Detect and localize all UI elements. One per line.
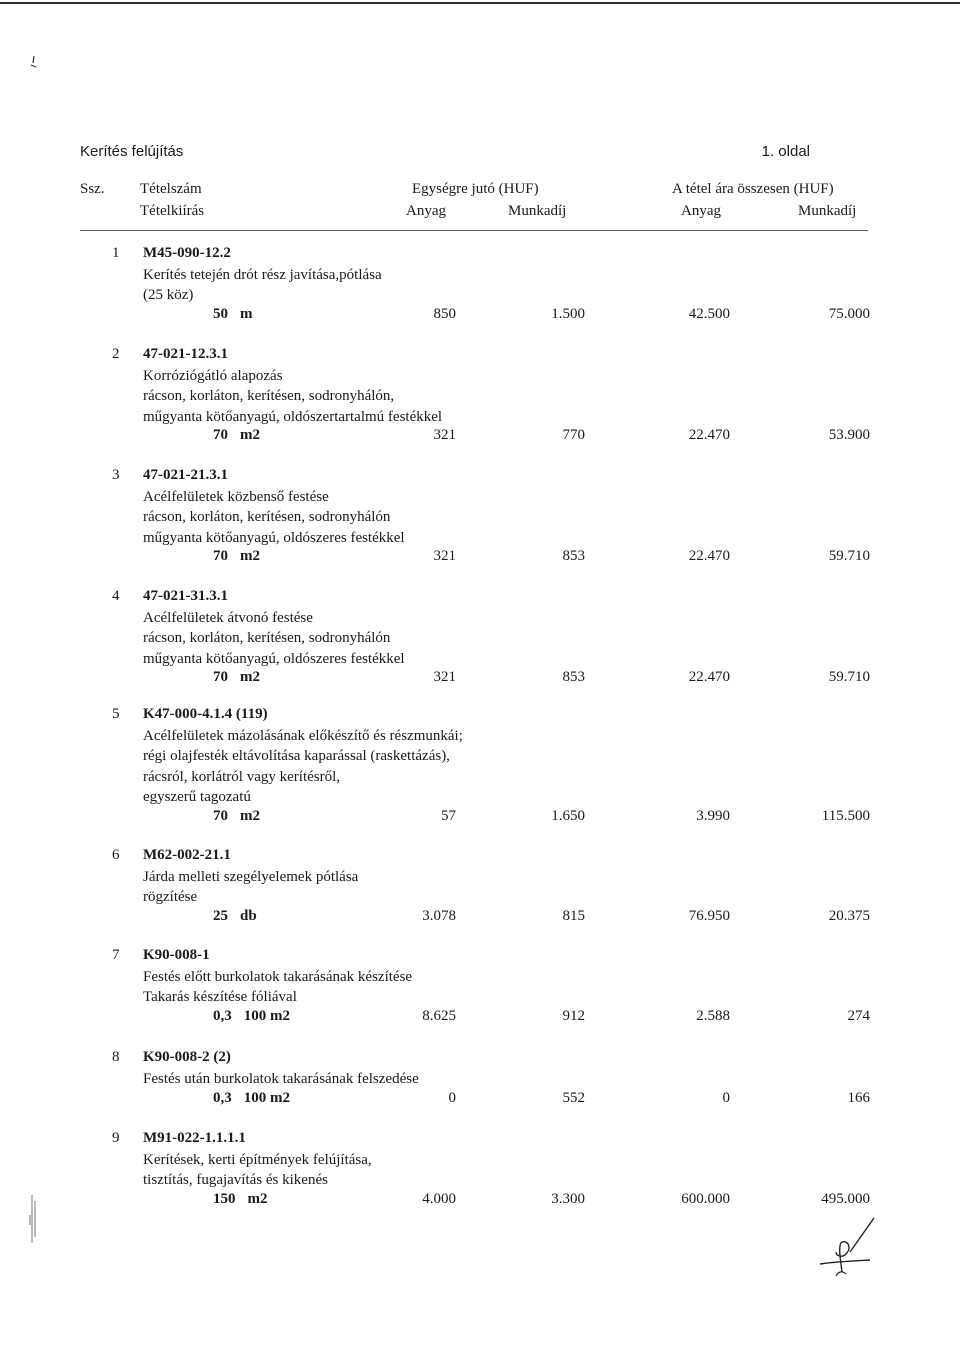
total-price-munkadij: 59.710 (828, 669, 870, 685)
unit-price-munkadij: 552 (562, 1090, 585, 1106)
header-unit-anyag: Anyag (406, 203, 446, 219)
page-number: 1. oldal (761, 143, 810, 160)
item-number: 9 (112, 1130, 120, 1146)
description-line: rácsról, korlátról vagy kerítésről, (143, 768, 341, 785)
description-line: (25 köz) (143, 287, 194, 304)
total-price-munkadij: 115.500 (821, 808, 870, 824)
total-price-anyag: 76.950 (688, 908, 730, 924)
description-line: rögzítése (143, 889, 198, 906)
item-description (143, 1069, 419, 1089)
item-quantity (213, 1090, 290, 1107)
quantity-unit: 100 m2 (243, 1090, 290, 1106)
description-line: Takarás készítése fóliával (143, 989, 297, 1006)
description-line: műgyanta kötőanyagú, oldószeres festékkel (143, 529, 405, 546)
item-number: 4 (112, 588, 120, 604)
quantity-unit: m2 (240, 427, 260, 443)
description-line: tisztítás, fugajavítás és kikenés (143, 1172, 328, 1189)
item-code: K47-000-4.1.4 (119) (143, 706, 268, 722)
scan-mark-left-edge (28, 1195, 38, 1245)
description-line: rácson, korláton, kerítésen, sodronyhálón, (143, 388, 395, 405)
total-price-anyag: 2.588 (696, 1008, 730, 1024)
item-description (143, 265, 382, 306)
total-price-anyag: 0 (722, 1090, 730, 1106)
quantity-unit: m2 (240, 669, 260, 685)
item-quantity (213, 908, 257, 925)
item-number: 2 (112, 346, 120, 362)
item-code: M91-022-1.1.1.1 (143, 1130, 246, 1146)
header-unit-price-group: Egységre jutó (HUF) (412, 181, 539, 197)
total-price-anyag: 600.000 (681, 1191, 730, 1207)
item-description (143, 1150, 372, 1191)
scan-mark-top-left (30, 55, 38, 69)
total-price-munkadij: 75.000 (828, 306, 870, 322)
total-price-munkadij: 274 (847, 1008, 870, 1024)
total-price-anyag: 22.470 (688, 669, 730, 685)
item-quantity (213, 808, 260, 825)
item-description (143, 366, 442, 427)
item-quantity (213, 548, 260, 565)
item-description (143, 608, 405, 669)
unit-price-anyag: 321 (433, 669, 456, 685)
unit-price-munkadij: 815 (562, 908, 585, 924)
unit-price-anyag: 3.078 (422, 908, 456, 924)
unit-price-anyag: 0 (448, 1090, 456, 1106)
unit-price-anyag: 4.000 (422, 1191, 456, 1207)
unit-price-munkadij: 912 (562, 1008, 585, 1024)
total-price-munkadij: 53.900 (828, 427, 870, 443)
item-code: K90-008-2 (2) (143, 1049, 231, 1065)
total-price-anyag: 3.990 (696, 808, 730, 824)
unit-price-munkadij: 1.650 (551, 808, 585, 824)
quantity-value: 0,3 (213, 1090, 232, 1106)
item-description (143, 867, 358, 908)
document-title: Kerítés felújítás (80, 143, 184, 160)
header-total-anyag: Anyag (681, 203, 721, 219)
quantity-value: 70 (213, 669, 228, 685)
quantity-value: 70 (213, 427, 228, 443)
item-number: 7 (112, 947, 120, 963)
description-line: Festés előtt burkolatok takarásának készítése (143, 969, 413, 985)
quantity-unit: m2 (240, 548, 260, 564)
description-line: Kerítések, kerti építmények felújítása, (143, 1152, 372, 1168)
unit-price-anyag: 321 (433, 427, 456, 443)
description-line: rácson, korláton, kerítésen, sodronyhálón (143, 630, 391, 647)
description-line: műgyanta kötőanyagú, oldószertartalmú festékkel (143, 408, 443, 425)
description-line: Acélfelületek átvonó festése (143, 610, 313, 626)
item-description (143, 967, 412, 1008)
quantity-unit: m2 (247, 1191, 268, 1207)
item-quantity (213, 306, 253, 323)
quantity-unit: m (240, 306, 253, 322)
header-total-price-group: A tétel ára összesen (HUF) (672, 181, 834, 197)
item-quantity (213, 427, 260, 444)
item-code: 47-021-21.3.1 (143, 467, 228, 483)
total-price-munkadij: 166 (847, 1090, 870, 1106)
unit-price-munkadij: 1.500 (551, 306, 585, 322)
item-code: M62-002-21.1 (143, 847, 231, 863)
item-code: 47-021-31.3.1 (143, 588, 228, 604)
item-code: M45-090-12.2 (143, 245, 231, 261)
quantity-unit: 100 m2 (243, 1008, 290, 1024)
description-line: Korróziógátló alapozás (143, 368, 283, 384)
description-line: Festés után burkolatok takarásának felszedése (143, 1071, 419, 1087)
unit-price-munkadij: 853 (562, 669, 585, 685)
item-description (143, 487, 405, 548)
unit-price-munkadij: 853 (562, 548, 585, 564)
quantity-value: 25 (213, 908, 228, 924)
item-number: 3 (112, 467, 120, 483)
description-line: műgyanta kötőanyagú, oldószeres festékkel (143, 650, 405, 667)
unit-price-anyag: 321 (433, 548, 456, 564)
description-line: Acélfelületek közbenső festése (143, 489, 329, 505)
description-line: Járda melleti szegélyelemek pótlása (143, 869, 359, 885)
total-price-anyag: 22.470 (688, 548, 730, 564)
scan-top-edge (0, 2, 960, 4)
item-code: 47-021-12.3.1 (143, 346, 228, 362)
item-number: 6 (112, 847, 120, 863)
description-line: rácson, korláton, kerítésen, sodronyhálón (143, 509, 391, 526)
header-unit-munkadij: Munkadíj (508, 203, 567, 219)
total-price-munkadij: 59.710 (828, 548, 870, 564)
header-tetelkiiras: Tételkiírás (140, 203, 205, 219)
unit-price-munkadij: 3.300 (551, 1191, 585, 1207)
quantity-value: 50 (213, 306, 228, 322)
quantity-value: 70 (213, 548, 228, 564)
unit-price-anyag: 8.625 (422, 1008, 456, 1024)
item-quantity (213, 669, 260, 686)
signature-initials (812, 1212, 882, 1282)
item-number: 5 (112, 706, 120, 722)
total-price-munkadij: 20.375 (828, 908, 870, 924)
description-line: Kerítés tetején drót rész javítása,pótlása (143, 267, 382, 283)
description-line: régi olajfesték eltávolítása kaparással (raskettázás), (143, 748, 450, 765)
item-number: 8 (112, 1049, 120, 1065)
description-line: egyszerű tagozatú (143, 788, 251, 805)
header-tetelszam: Tételszám (140, 181, 202, 197)
item-quantity (213, 1191, 268, 1208)
header-total-munkadij: Munkadíj (798, 203, 857, 219)
description-line: Acélfelületek mázolásának előkészítő és részmunkái; (143, 728, 463, 744)
total-price-munkadij: 495.000 (821, 1191, 870, 1207)
unit-price-anyag: 57 (441, 808, 456, 824)
quantity-value: 70 (213, 808, 228, 824)
quantity-value: 150 (213, 1191, 236, 1207)
header-ssz: Ssz. (80, 181, 105, 197)
item-code: K90-008-1 (143, 947, 210, 963)
quantity-unit: db (240, 908, 257, 924)
header-divider (80, 230, 868, 231)
item-description (143, 726, 463, 807)
quantity-value: 0,3 (213, 1008, 232, 1024)
unit-price-anyag: 850 (433, 306, 456, 322)
item-number: 1 (112, 245, 120, 261)
quantity-unit: m2 (240, 808, 260, 824)
unit-price-munkadij: 770 (562, 427, 585, 443)
total-price-anyag: 42.500 (688, 306, 730, 322)
item-quantity (213, 1008, 290, 1025)
total-price-anyag: 22.470 (688, 427, 730, 443)
